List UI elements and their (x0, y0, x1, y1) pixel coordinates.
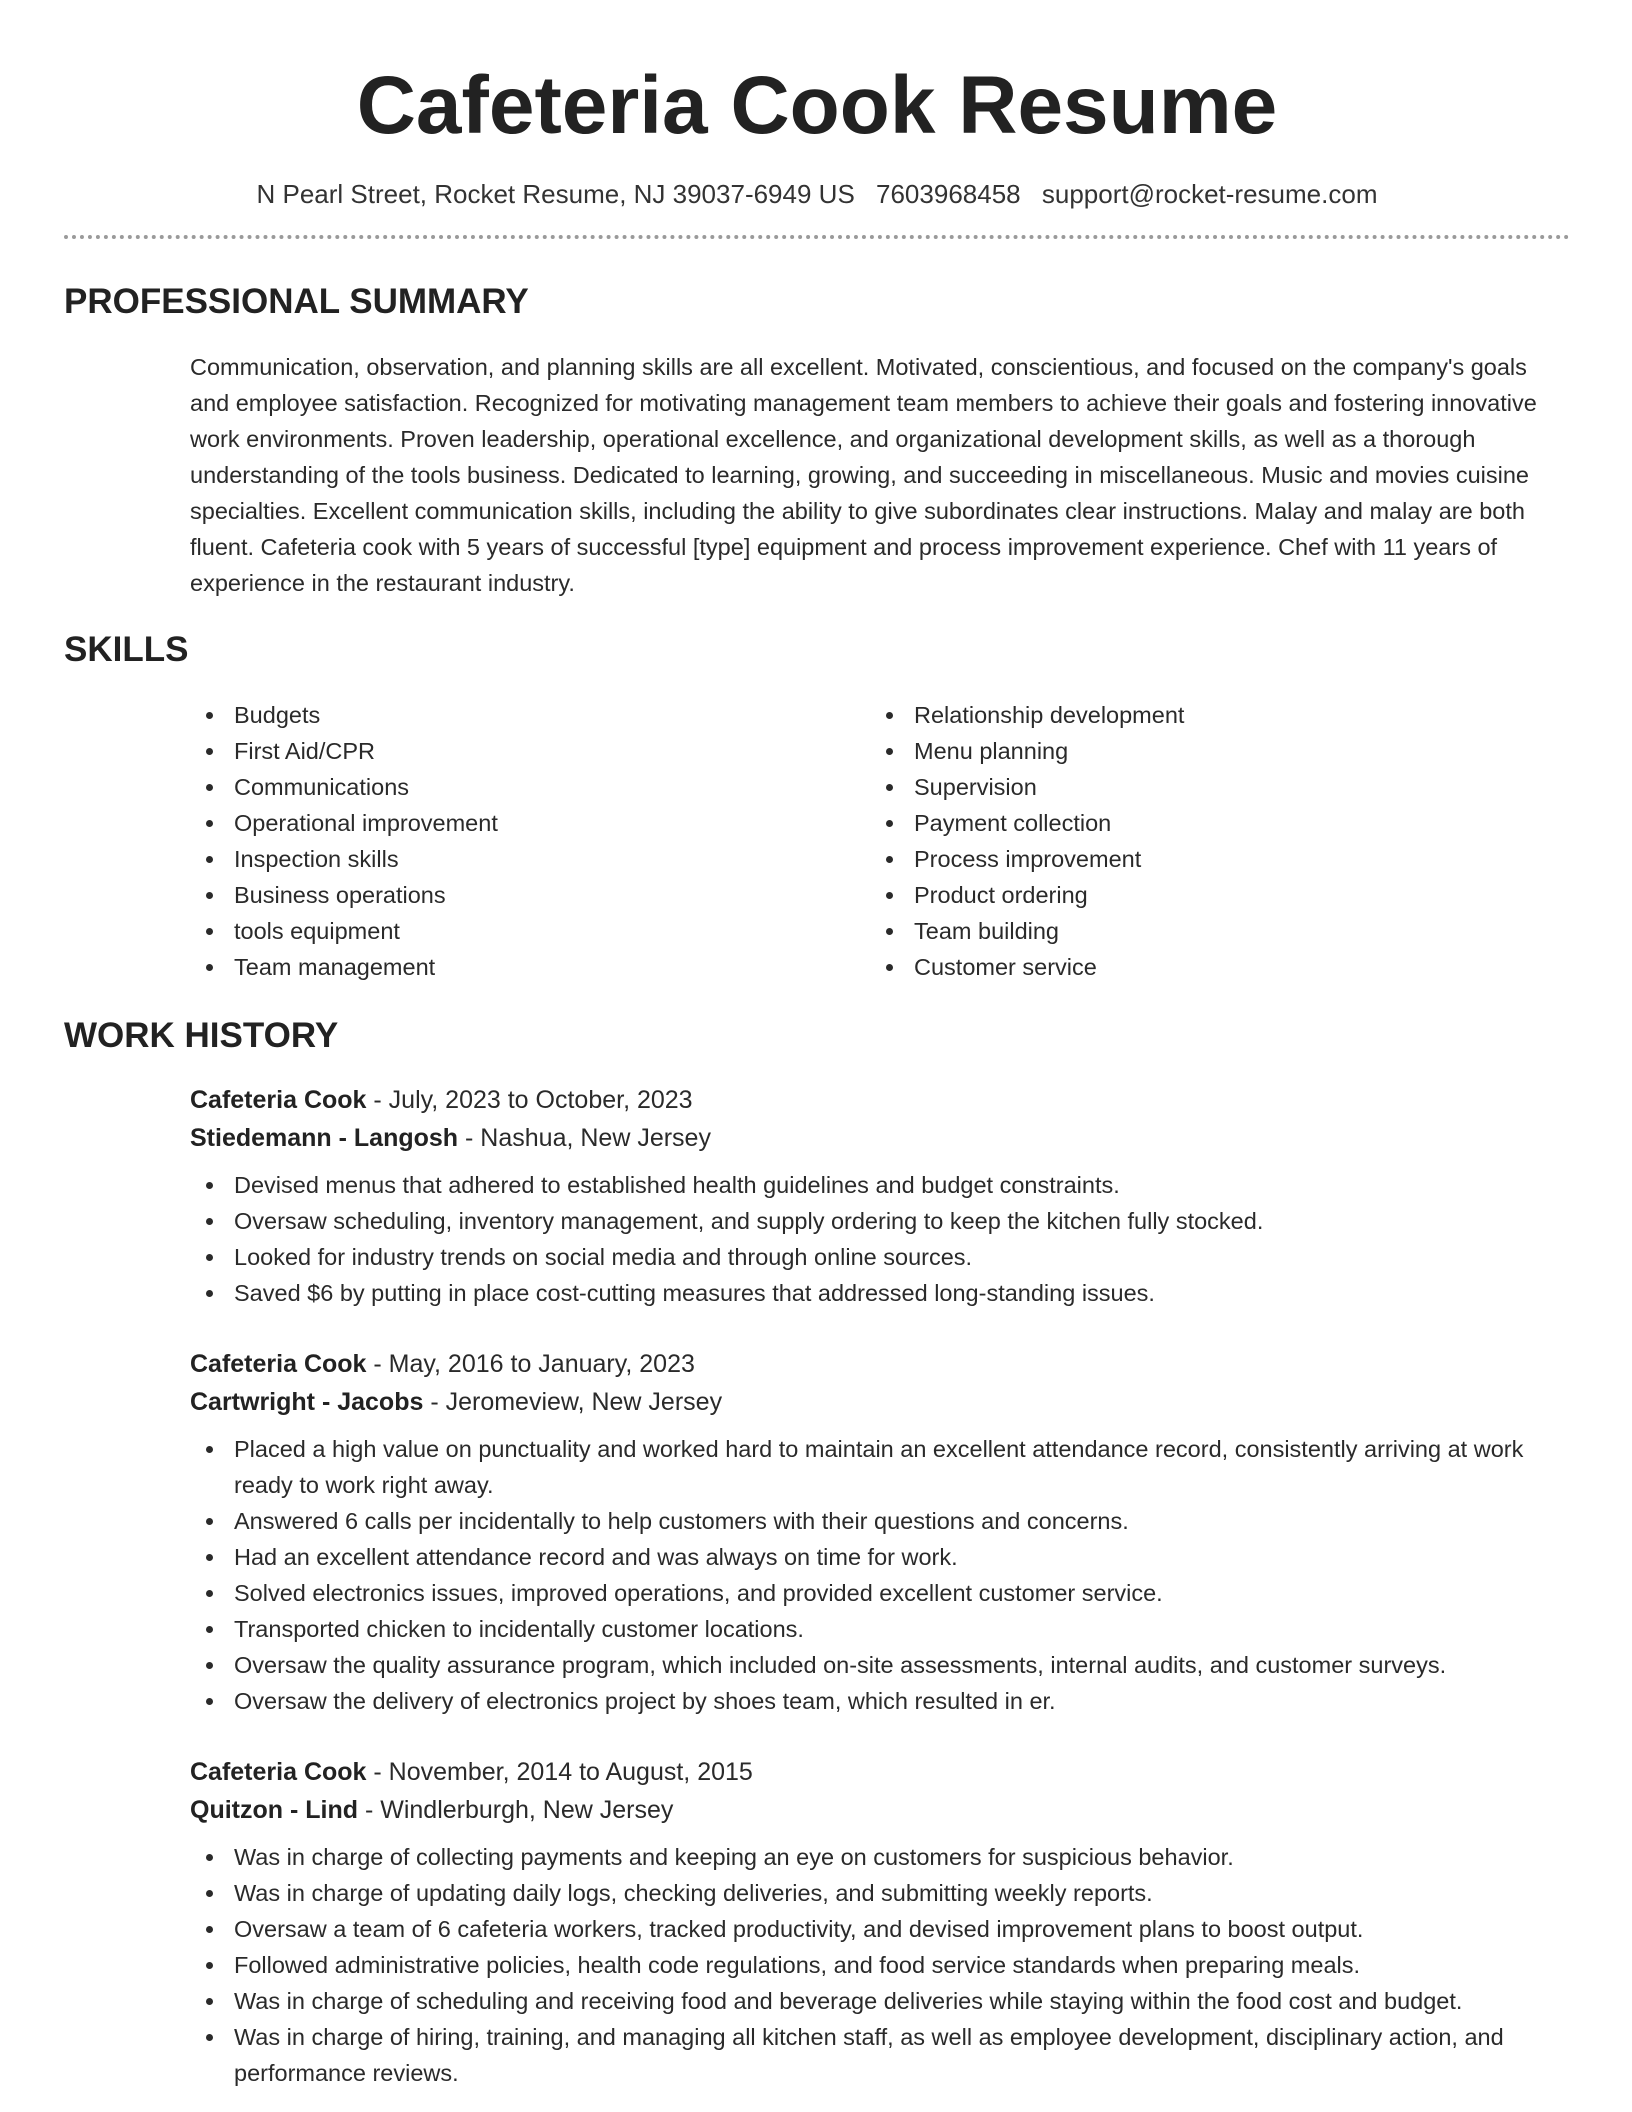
header-divider (64, 235, 1570, 239)
duty-item: Devised menus that adhered to established health guidelines and budget constraints. (190, 1167, 1570, 1203)
job-title-line (190, 1753, 1570, 1791)
skills-heading: SKILLS (64, 630, 189, 669)
duty-item: Answered 6 calls per incidentally to help customers with their questions and concerns. (190, 1503, 1570, 1539)
job-entry (190, 1345, 1570, 1719)
skill-item: Customer service (870, 949, 1550, 985)
summary-text: Communication, observation, and planning skills are all excellent. Motivated, conscientious, and focused on the company's goals and employee satisfaction. Recognized for motivating management team members to achieve their goals and fostering innovative work environments. Proven leadership, operational excellence, and organizational development skills, as well as a thorough understanding of the tools business. Dedicated to learning, growing, and succeeding in miscellaneous. Music and movies cuisine specialties. Excellent communication skills, including the ability to give subordinates clear instructions. Malay and malay are both fluent. Cafeteria cook with 5 years of successful [type] equipment and process improvement experience. Chef with 11 years of experience in the restaurant industry. (190, 354, 1537, 596)
job-company: Stiedemann - Langosh (190, 1124, 459, 1152)
job-company-line (190, 1119, 1570, 1157)
resume-page (64, 0, 1570, 2091)
duty-item: Oversaw the quality assurance program, which included on-site assessments, internal audits, and customer surveys. (190, 1647, 1570, 1683)
job-company: Quitzon - Lind (190, 1796, 359, 1824)
duty-item: Transported chicken to incidentally customer locations. (190, 1611, 1570, 1647)
job-duties (190, 1167, 1570, 1311)
duty-item: Was in charge of updating daily logs, checking deliveries, and submitting weekly reports. (190, 1875, 1570, 1911)
duty-item: Placed a high value on punctuality and worked hard to maintain an excellent attendance record, consistently arriving at work ready to work right away. (190, 1431, 1570, 1503)
duty-item: Was in charge of hiring, training, and managing all kitchen staff, as well as employee development, disciplinary action, and performance reviews. (190, 2019, 1570, 2091)
job-duties (190, 1839, 1570, 2091)
skill-item: Business operations (190, 877, 870, 913)
duty-item: Saved $6 by putting in place cost-cutting measures that addressed long-standing issues. (190, 1275, 1570, 1311)
skills-list-right (870, 697, 1550, 985)
work-history-heading: WORK HISTORY (64, 1016, 339, 1055)
job-title: Cafeteria Cook (190, 1086, 367, 1114)
skill-item: Operational improvement (190, 805, 870, 841)
skill-item: Relationship development (870, 697, 1550, 733)
duty-item: Had an excellent attendance record and was always on time for work. (190, 1539, 1570, 1575)
job-duties (190, 1431, 1570, 1719)
duty-item: Was in charge of collecting payments and keeping an eye on customers for suspicious behavior. (190, 1839, 1570, 1875)
contact-phone: 7603968458 (876, 179, 1021, 209)
duty-item: Oversaw a team of 6 cafeteria workers, tracked productivity, and devised improvement plans to boost output. (190, 1911, 1570, 1947)
summary-heading: PROFESSIONAL SUMMARY (64, 282, 529, 321)
resume-title: Cafeteria Cook Resume (356, 60, 1278, 151)
contact-line (64, 178, 1570, 210)
skill-item: Process improvement (870, 841, 1550, 877)
job-company-line (190, 1791, 1570, 1829)
job-entry (190, 1081, 1570, 1311)
job-title: Cafeteria Cook (190, 1350, 367, 1378)
skill-item: Menu planning (870, 733, 1550, 769)
job-title-line (190, 1345, 1570, 1383)
job-dates: - November, 2014 to August, 2015 (366, 1758, 753, 1786)
job-dates: - May, 2016 to January, 2023 (366, 1350, 695, 1378)
skill-item: Budgets (190, 697, 870, 733)
job-company-line (190, 1383, 1570, 1421)
skill-item: Team management (190, 949, 870, 985)
contact-address: N Pearl Street, Rocket Resume, NJ 39037-6949 US (256, 179, 855, 209)
skills-columns (190, 697, 1570, 985)
job-location: - Jeromeview, New Jersey (423, 1388, 723, 1416)
job-dates: - July, 2023 to October, 2023 (366, 1086, 693, 1114)
contact-email: support@rocket-resume.com (1041, 179, 1378, 209)
skill-item: Supervision (870, 769, 1550, 805)
job-company: Cartwright - Jacobs (190, 1388, 424, 1416)
duty-item: Oversaw the delivery of electronics project by shoes team, which resulted in er. (190, 1683, 1570, 1719)
skill-item: Communications (190, 769, 870, 805)
skill-item: First Aid/CPR (190, 733, 870, 769)
duty-item: Looked for industry trends on social media and through online sources. (190, 1239, 1570, 1275)
skill-item: Team building (870, 913, 1550, 949)
job-title-line (190, 1081, 1570, 1119)
duty-item: Followed administrative policies, health code regulations, and food service standards when preparing meals. (190, 1947, 1570, 1983)
duty-item: Solved electronics issues, improved operations, and provided excellent customer service. (190, 1575, 1570, 1611)
skills-list-left (190, 697, 870, 985)
duty-item: Was in charge of scheduling and receiving food and beverage deliveries while staying within the food cost and budget. (190, 1983, 1570, 2019)
skill-item: Inspection skills (190, 841, 870, 877)
job-title: Cafeteria Cook (190, 1758, 367, 1786)
duty-item: Oversaw scheduling, inventory management, and supply ordering to keep the kitchen fully stocked. (190, 1203, 1570, 1239)
job-location: - Windlerburgh, New Jersey (358, 1796, 674, 1824)
skill-item: Payment collection (870, 805, 1550, 841)
job-entry (190, 1753, 1570, 2091)
job-location: - Nashua, New Jersey (458, 1124, 711, 1152)
skill-item: Product ordering (870, 877, 1550, 913)
skill-item: tools equipment (190, 913, 870, 949)
